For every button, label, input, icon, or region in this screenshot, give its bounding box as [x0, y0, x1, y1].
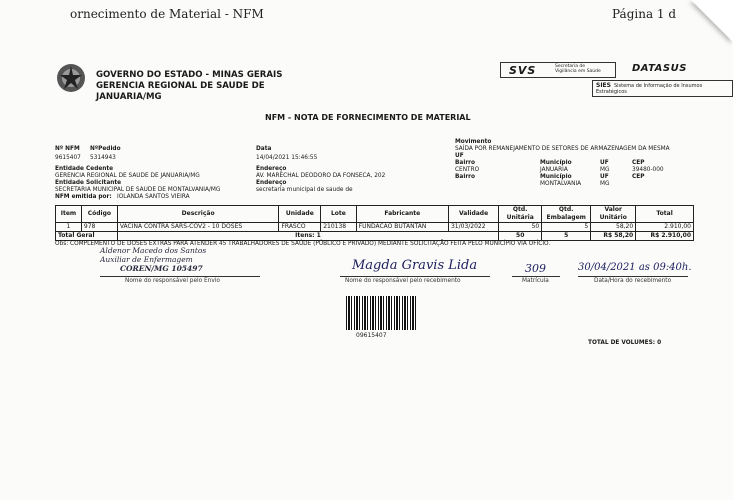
cell-descricao: VACINA CONTRA SARS-COV2 - 10 DOSES — [117, 223, 279, 232]
uf-label: UF — [455, 153, 464, 159]
col-fabricante: Fabricante — [356, 206, 448, 223]
col-unidade: Unidade — [279, 206, 321, 223]
col-codigo: Código — [81, 206, 117, 223]
envio-caption: Nome do responsável pelo Envio — [125, 278, 220, 284]
pedido-label: NºPedido — [90, 146, 121, 152]
gov-line1: GOVERNO DO ESTADO - MINAS GERAIS — [96, 70, 283, 80]
gov-line2: GERENCIA REGIONAL DE SAUDE DE — [96, 81, 265, 91]
gov-line3: JANUARIA/MG — [96, 92, 162, 102]
municipio-label: Município — [540, 160, 572, 166]
col-lote: Lote — [321, 206, 356, 223]
barcode — [346, 296, 416, 330]
envio-line — [100, 276, 260, 277]
bairro2-label: Bairro — [455, 174, 476, 180]
movimento-label: Movimento — [455, 139, 492, 145]
sies-logo-caption1: Sistema de Informação de — [613, 83, 680, 89]
endereco2-label: Endereço — [256, 180, 287, 186]
matricula-handwritten: 309 — [525, 262, 546, 275]
endereco2-value: secretaria municipal de saude de — [256, 187, 353, 193]
nfm-value: 9615407 — [55, 155, 81, 161]
endereco1-value: AV. MARECHAL DEODORO DA FONSECA, 202 — [256, 173, 386, 179]
cell-total: 2.910,00 — [636, 223, 694, 232]
table-header-row — [56, 206, 694, 223]
cep2-label: CEP — [632, 174, 645, 180]
svs-logo-text: SVS — [509, 64, 537, 77]
total-itens: Itens: 1 — [117, 232, 498, 241]
matricula-caption: Matrícula — [522, 278, 549, 284]
cell-unidade: FRASCO — [279, 223, 321, 232]
col-valor-unitario: Valor Unitário — [591, 206, 636, 223]
page-fold — [691, 0, 733, 42]
col-qtd-unitaria: Qtd. Unitária — [499, 206, 542, 223]
recebimento-line — [340, 276, 490, 277]
total-label: Total Geral — [56, 232, 118, 241]
total-emb: 5 — [542, 232, 591, 241]
recebimento-caption: Nome do responsável pelo recebimento — [345, 278, 461, 284]
cell-valor-unitario: 58,20 — [591, 223, 636, 232]
data-recebimento-caption: Data/Hora do recebimento — [594, 278, 672, 284]
cell-codigo: 978 — [81, 223, 117, 232]
data-value: 14/04/2021 15:46:55 — [256, 155, 318, 161]
stamp-role: Auxiliar de Enfermagem — [100, 255, 193, 264]
document-title: NFM - NOTA DE FORNECIMENTO DE MATERIAL — [265, 113, 471, 122]
municipio2-label: Município — [540, 174, 572, 180]
uf1-label: UF — [600, 160, 609, 166]
page-number: Página 1 d — [612, 7, 677, 21]
cep-value: 39480-000 — [632, 167, 664, 173]
data-recebimento-line — [578, 276, 688, 277]
total-qtd: 50 — [499, 232, 542, 241]
movimento-value: SAÍDA POR REMANEJAMENTO DE SETORES DE ARMAZENAGEM DA MESMA — [455, 146, 670, 152]
items-table — [55, 205, 694, 241]
municipio-value: JANUARIA — [540, 167, 568, 173]
nfm-label: Nº NFM — [55, 146, 80, 152]
barcode-number: 09615407 — [356, 332, 387, 339]
pedido-value: 5314943 — [90, 155, 116, 161]
uf2-value: MG — [600, 181, 610, 187]
stamp-coren: COREN/MG 105497 — [120, 264, 203, 273]
cell-qtd-unitaria: 50 — [499, 223, 542, 232]
cell-validade: 31/03/2022 — [448, 223, 498, 232]
total-valor: R$ 58,20 — [591, 232, 636, 241]
endereco1-label: Endereço — [256, 166, 287, 172]
recebimento-signature: Magda Gravis Lida — [352, 258, 478, 273]
matricula-line — [512, 276, 560, 277]
cell-fabricante: FUNDACAO BUTANTAN — [356, 223, 448, 232]
data-recebimento-handwritten: 30/04/2021 as 09:40h. — [578, 262, 692, 273]
svs-logo — [500, 62, 616, 78]
state-crest-icon — [54, 60, 88, 96]
col-total: Total — [636, 206, 694, 223]
table-total-row — [56, 232, 694, 241]
bairro-label: Bairro — [455, 160, 476, 166]
data-label: Data — [256, 146, 272, 152]
total-total: R$ 2.910,00 — [636, 232, 694, 241]
bairro-value: CENTRO — [455, 167, 480, 173]
col-descricao: Descrição — [117, 206, 279, 223]
cell-lote: 210138 — [321, 223, 356, 232]
uf1-value: MG — [600, 167, 610, 173]
envio-stamp — [100, 246, 206, 273]
cep-label: CEP — [632, 160, 645, 166]
solicitante-value: SECRETARIA MUNICIPAL DE SAUDE DE MONTALVANIA/MG — [55, 187, 221, 193]
total-volumes: TOTAL DE VOLUMES: 0 — [588, 340, 662, 346]
uf2-label: UF — [600, 174, 609, 180]
stamp-name: Aldenor Macedo dos Santos — [100, 246, 207, 255]
municipio2-value: MONTALVANIA — [540, 181, 582, 187]
sies-logo-caption2: Insumos Estratégicos — [596, 83, 703, 95]
observation: Obs: COMPLEMENTO DE DOSES EXTRAS PARA ATENDER 45 TRABALHADORES DE SAÚDE (PÚBLICO E PRIVADO) MEDIANTE SOLICITAÇÃO FEITA PELO MUNICÍPIO VIA OFÍCIO. — [55, 241, 551, 247]
solicitante-label: Entidade Solicitante — [55, 180, 122, 186]
table-row — [56, 223, 694, 232]
cedente-value: GERENCIA REGIONAL DE SAUDE DE JANUARIA/MG — [55, 173, 200, 179]
sies-logo-text: SIES — [596, 82, 611, 89]
emitida-value: IOLANDA SANTOS VIEIRA — [117, 194, 190, 200]
col-validade: Validade — [448, 206, 498, 223]
gov-block — [96, 70, 282, 103]
header-title: ornecimento de Material - NFM — [70, 7, 264, 21]
cell-qtd-embalagem: 5 — [542, 223, 591, 232]
emitida-label: NFM emitida por: — [55, 194, 112, 200]
datasus-logo: DATASUS — [632, 63, 687, 74]
cedente-label: Entidade Cedente — [55, 166, 114, 172]
svs-logo-caption: Secretaria de Vigilância em Saúde — [555, 64, 601, 74]
col-item: Item — [56, 206, 82, 223]
col-qtd-embalagem: Qtd. Embalagem — [542, 206, 591, 223]
cell-item: 1 — [56, 223, 82, 232]
sies-logo — [592, 80, 733, 97]
